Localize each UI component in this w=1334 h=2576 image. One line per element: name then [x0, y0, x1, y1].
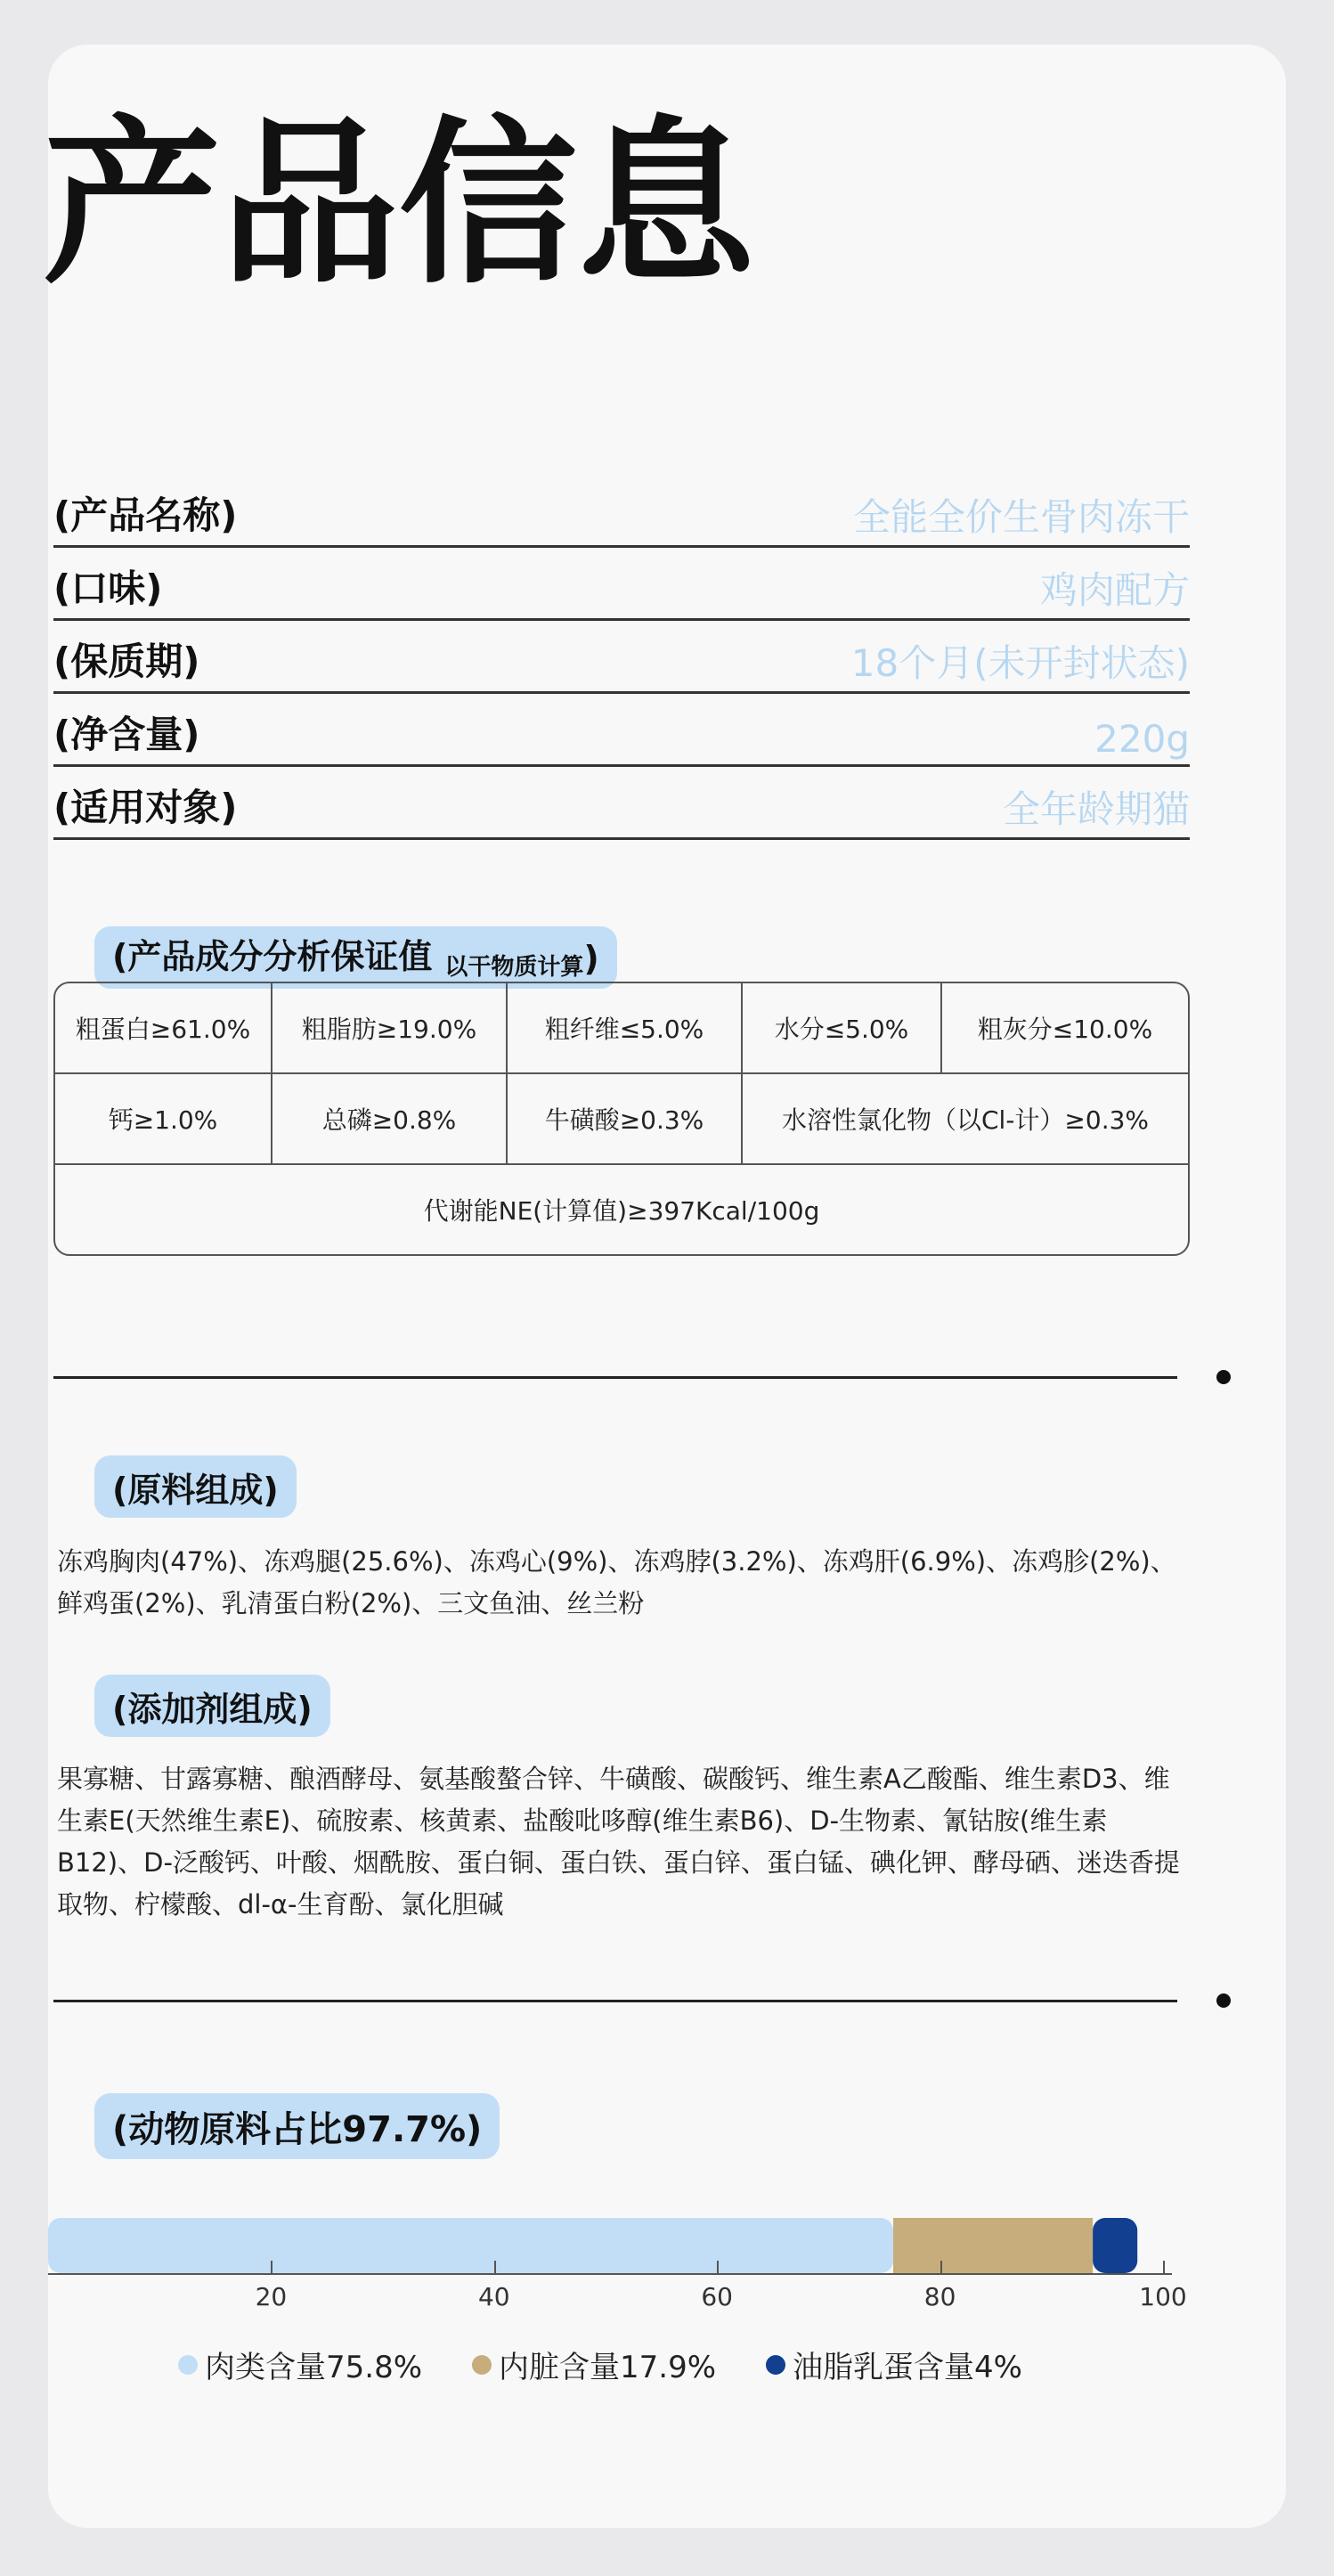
axis-tick-label: 80 — [923, 2282, 956, 2311]
ingredients-heading — [94, 1455, 297, 1518]
legend-dot-icon — [178, 2355, 198, 2375]
axis-tick — [1163, 2261, 1165, 2273]
legend-label: 内脏含量17.9% — [499, 2350, 717, 2385]
analysis-cell: 代谢能NE(计算值)≥397Kcal/100g — [423, 1196, 820, 1226]
legend-label: 油脂乳蛋含量4% — [793, 2350, 1022, 2385]
divider — [53, 2000, 1177, 2002]
analysis-heading-note: 以干物质计算 — [444, 954, 584, 981]
legend-item — [178, 2343, 422, 2386]
analysis-row-2 — [55, 1074, 1188, 1165]
analysis-heading-text: (产品成分分析保证值 — [112, 937, 433, 976]
analysis-cell: 粗灰分≤10.0% — [942, 983, 1188, 1074]
additives-heading-text: (添加剂组成) — [112, 1689, 313, 1729]
axis-tick-label: 60 — [701, 2282, 734, 2311]
axis-tick — [271, 2261, 272, 2273]
ingredients-text: 冻鸡胸肉(47%)、冻鸡腿(25.6%)、冻鸡心(9%)、冻鸡脖(3.2%)、冻鸡肝(6.9%)、冻鸡胗(2%)、鲜鸡蛋(2%)、乳清蛋白粉(2%)、三文鱼油、丝兰粉 — [57, 1546, 1176, 1618]
info-label: (保质期) — [53, 640, 200, 683]
additives-heading — [94, 1675, 330, 1737]
info-row — [53, 479, 1190, 548]
info-value: 全年龄期猫 — [1002, 787, 1190, 831]
info-label: (净含量) — [53, 713, 200, 756]
composition-bar-svg — [48, 2173, 1172, 2273]
info-row — [53, 552, 1190, 621]
info-value: 18个月(未开封状态) — [850, 641, 1190, 685]
analysis-heading-close: ) — [583, 939, 599, 978]
divider-dot — [1216, 1370, 1231, 1384]
animal-heading — [94, 2093, 500, 2159]
animal-heading-text: (动物原料占比97.7%) — [112, 2108, 483, 2150]
divider-dot — [1216, 1993, 1231, 2008]
additives-text: 果寡糖、甘露寡糖、酿酒酵母、氨基酸螯合锌、牛磺酸、碳酸钙、维生素A乙酸酯、维生素D3、维生素E(天然维生素E)、硫胺素、核黄素、盐酸吡哆醇(维生素B6)、D-生物素、氰钴胺(维生素B12)、D-泛酸钙、叶酸、烟酰胺、蛋白铜、蛋白铁、蛋白锌、蛋白锰、碘化钾、酵母硒、迷迭香提取物、柠檬酸、dl-α-生育酚、氯化胆碱 — [57, 1764, 1180, 1920]
page-title: 产品信息 — [43, 101, 756, 308]
info-label: (口味) — [53, 567, 163, 610]
composition-segment-1 — [48, 2218, 893, 2273]
analysis-cell: 粗纤维≤5.0% — [508, 983, 743, 1074]
info-row — [53, 625, 1190, 694]
axis-tick-label: 100 — [1139, 2282, 1187, 2311]
chart-axis — [48, 2273, 1172, 2275]
analysis-cell: 粗脂肪≥19.0% — [272, 983, 508, 1074]
legend-dot-icon — [472, 2355, 492, 2375]
legend-item — [766, 2343, 1022, 2386]
analysis-cell: 粗蛋白≥61.0% — [55, 983, 272, 1074]
analysis-cell: 钙≥1.0% — [55, 1074, 272, 1165]
analysis-cell: 水溶性氯化物（以Cl-计）≥0.3% — [743, 1074, 1188, 1165]
info-row — [53, 771, 1190, 840]
analysis-cell: 牛磺酸≥0.3% — [508, 1074, 743, 1165]
legend-item — [472, 2343, 716, 2386]
info-value: 鸡肉配方 — [1039, 568, 1190, 612]
chart-legend — [178, 2343, 1022, 2386]
axis-tick — [494, 2261, 496, 2273]
info-value: 220g — [1094, 717, 1190, 761]
info-label: (适用对象) — [53, 786, 238, 829]
axis-tick — [940, 2261, 942, 2273]
composition-segment-2 — [893, 2218, 1093, 2273]
analysis-heading — [94, 926, 617, 989]
axis-tick — [717, 2261, 719, 2273]
analysis-cell: 总磷≥0.8% — [272, 1074, 508, 1165]
legend-label: 肉类含量75.8% — [205, 2350, 423, 2385]
info-label: (产品名称) — [53, 493, 238, 537]
legend-dot-icon — [766, 2355, 785, 2375]
info-row — [53, 698, 1190, 767]
axis-tick-label: 40 — [477, 2282, 510, 2311]
info-value: 全能全价生骨肉冻干 — [852, 495, 1190, 539]
axis-tick-label: 20 — [255, 2282, 288, 2311]
analysis-table — [53, 982, 1190, 1256]
analysis-row-1 — [55, 983, 1188, 1074]
composition-chart — [48, 2173, 1172, 2273]
analysis-row-3 — [55, 1165, 1188, 1254]
composition-segment-3 — [1093, 2218, 1137, 2273]
ingredients-heading-text: (原料组成) — [112, 1470, 279, 1510]
analysis-cell: 水分≤5.0% — [743, 983, 942, 1074]
divider — [53, 1376, 1177, 1379]
